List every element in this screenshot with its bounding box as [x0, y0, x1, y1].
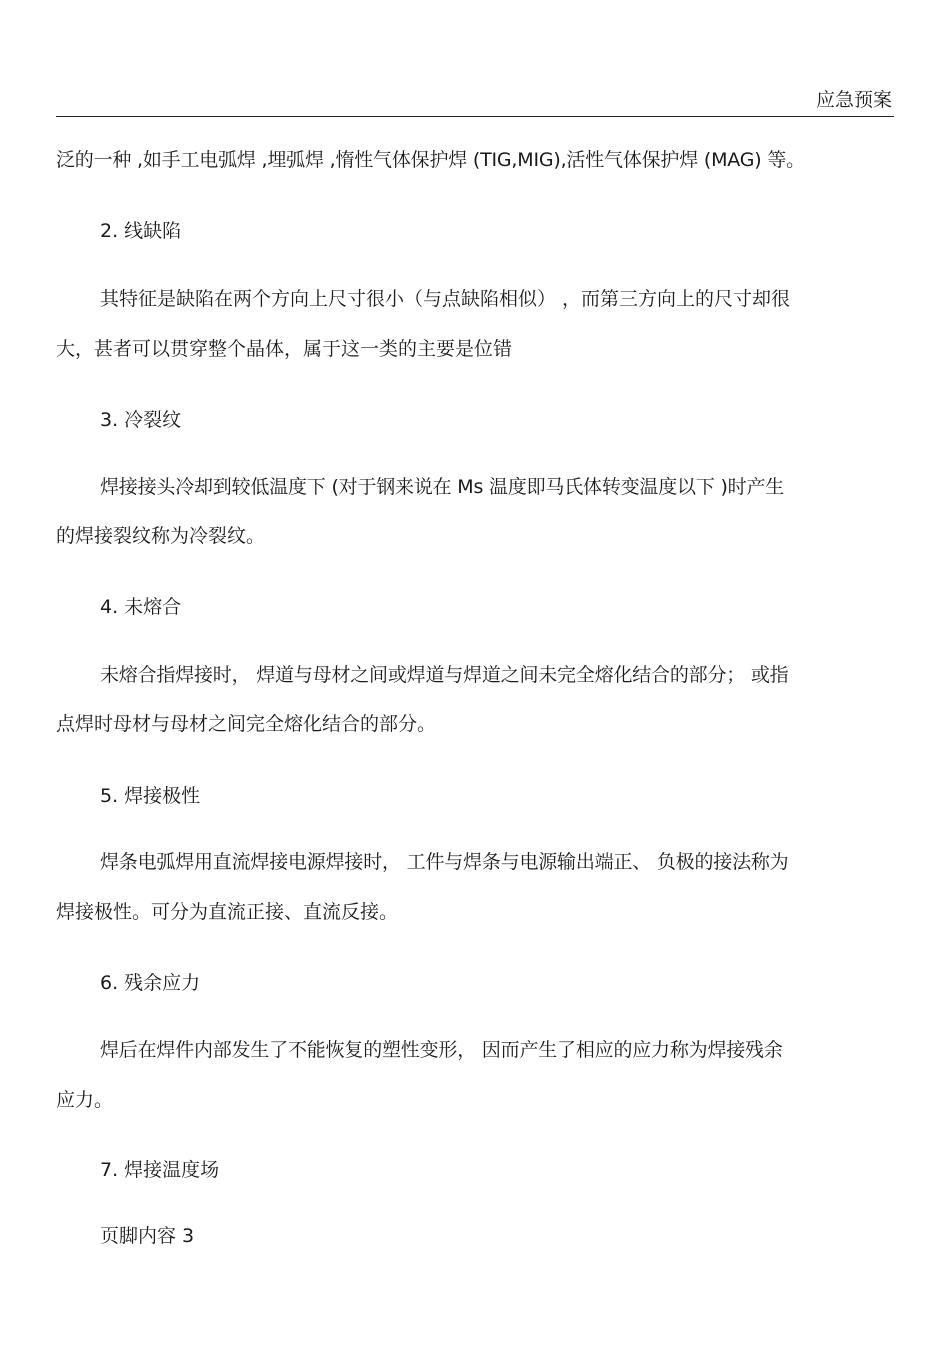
- section-heading: 2. 线缺陷: [100, 220, 182, 242]
- header-title: 应急预案: [815, 89, 892, 111]
- paragraph-line: 其特征是缺陷在两个方向上尺寸很小（与点缺陷相似） ，而第三方向上的尺寸却很: [100, 288, 791, 310]
- paragraph-line: 点焊时母材与母材之间完全熔化结合的部分。: [56, 713, 437, 735]
- paragraph-line: 焊后在焊件内部发生了不能恢复的塑性变形， 因而产生了相应的应力称为焊接残余: [100, 1039, 783, 1061]
- paragraph-line: 未熔合指焊接时， 焊道与母材之间或焊道与焊道之间未完全熔化结合的部分； 或指: [100, 664, 789, 686]
- section-heading: 3. 冷裂纹: [100, 409, 182, 431]
- paragraph-line: 焊接接头冷却到较低温度下 (对于钢来说在 Ms 温度即马氏体转变温度以下 )时产生: [100, 476, 785, 498]
- paragraph-line: 应力。: [56, 1089, 114, 1111]
- page-footer: 页脚内容 3: [100, 1225, 195, 1247]
- section-heading: 7. 焊接温度场: [100, 1159, 220, 1181]
- section-heading: 6. 残余应力: [100, 972, 201, 994]
- section-heading: 5. 焊接极性: [100, 785, 201, 807]
- paragraph-line: 泛的一种 ,如手工电弧焊 ,埋弧焊 ,惰性气体保护焊 (TIG,MIG),活性气体保护焊 (MAG) 等。: [56, 149, 805, 171]
- paragraph-line: 大，甚者可以贯穿整个晶体，属于这一类的主要是位错: [56, 338, 513, 360]
- paragraph-line: 的焊接裂纹称为冷裂纹。: [56, 525, 266, 547]
- paragraph-line: 焊接极性。可分为直流正接、直流反接。: [56, 901, 399, 923]
- header-divider: [56, 116, 894, 117]
- paragraph-line: 焊条电弧焊用直流焊接电源焊接时， 工件与焊条与电源输出端正、 负极的接法称为: [100, 851, 789, 873]
- section-heading: 4. 未熔合: [100, 596, 182, 618]
